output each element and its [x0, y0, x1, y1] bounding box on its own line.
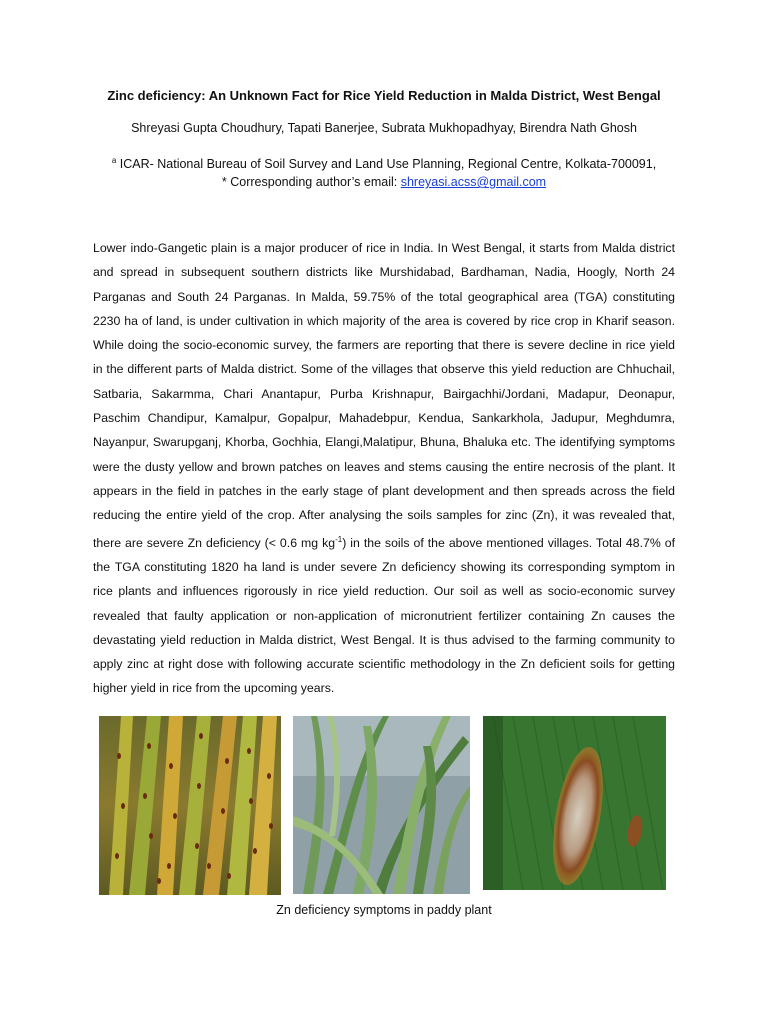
figure-photo-green-rice-leaves [293, 716, 470, 894]
figure-photo-leaf-lesion-closeup [483, 716, 666, 890]
affiliation-block [0, 152, 768, 191]
figure-caption: Zn deficiency symptoms in paddy plant [276, 903, 492, 917]
corresponding-label: * Corresponding author’s email: [221, 175, 401, 190]
figure-photo-yellow-spotted-leaves [99, 716, 281, 895]
affiliation-text: ICAR- National Bureau of Soil Survey and Land Use Planning, Regional Centre, Kolkata-700091, [116, 157, 657, 172]
abstract-superscript: -1 [335, 534, 343, 544]
corresponding-line [0, 173, 768, 191]
abstract-paragraph [93, 236, 675, 701]
affiliation-line [0, 152, 768, 173]
abstract-text-part1: Lower indo-Gangetic plain is a major producer of rice in India. In West Bengal, it starts from Malda district and spread in subsequent southern districts like Murshidabad, Bardhaman, Nadia, Hoogly, North 24 Parganas and South 24 Parganas. In Malda, 59.75% of the total geographical area (TGA) constituting 2230 ha of land, is under cultivation in which majority of the area is covered by rice crop in Kharif season. While doing the socio-economic survey, the farmers are reporting that there is severe decline in rice yield in the different parts of Malda district. Some of the villages that observe this yield reduction are Chhuchail, Satbaria, Sakarmma, Chari Anantapur, Purba Krishnapur, Bairgachhi/Jordani, Madapur, Deonapur, Paschim Chandipur, Kamalpur, Gopalpur, Mahadebpur, Kendua, Sankarkhola, Jadupur, Meghdumra, Nayanpur, Swarupganj, Khorba, Gochhia, Elangi,Malatipur, Bhuna, Bhaluka etc. The identifying symptoms were the dusty yellow and brown patches on leaves and stems causing the entire necrosis of the plant. It appears in the field in patches in the early stage of plant development and then spreads across the field reducing the entire yield of the crop. After analysing the soils samples for zinc (Zn), it was revealed that, there are severe Zn deficiency (< 0.6 mg kg [93, 241, 675, 550]
author-list: Shreyasi Gupta Choudhury, Tapati Banerjee, Subrata Mukhopadhyay, Birendra Nath Ghosh [131, 121, 637, 135]
corresponding-email-link[interactable]: shreyasi.acss@gmail.com [400, 175, 547, 190]
affiliation-mark: a [111, 156, 117, 165]
paper-title: Zinc deficiency: An Unknown Fact for Rice Yield Reduction in Malda District, West Bengal [107, 88, 661, 103]
abstract-text-part2: ) in the soils of the above mentioned villages. Total 48.7% of the TGA constituting 1820 ha land is under severe Zn deficiency showing its corresponding symptom in rice plants and influences rigorously in rice yield reduction. Our soil as well as socio-economic survey revealed that faulty application or non-application of micronutrient fertilizer containing Zn causes the devastating yield reduction in Malda district, West Bengal. It is thus advised to the farming community to apply zinc at right dose with following accurate scientific methodology in the Zn deficient soils for getting higher yield in rice from the upcoming years. [93, 535, 675, 696]
